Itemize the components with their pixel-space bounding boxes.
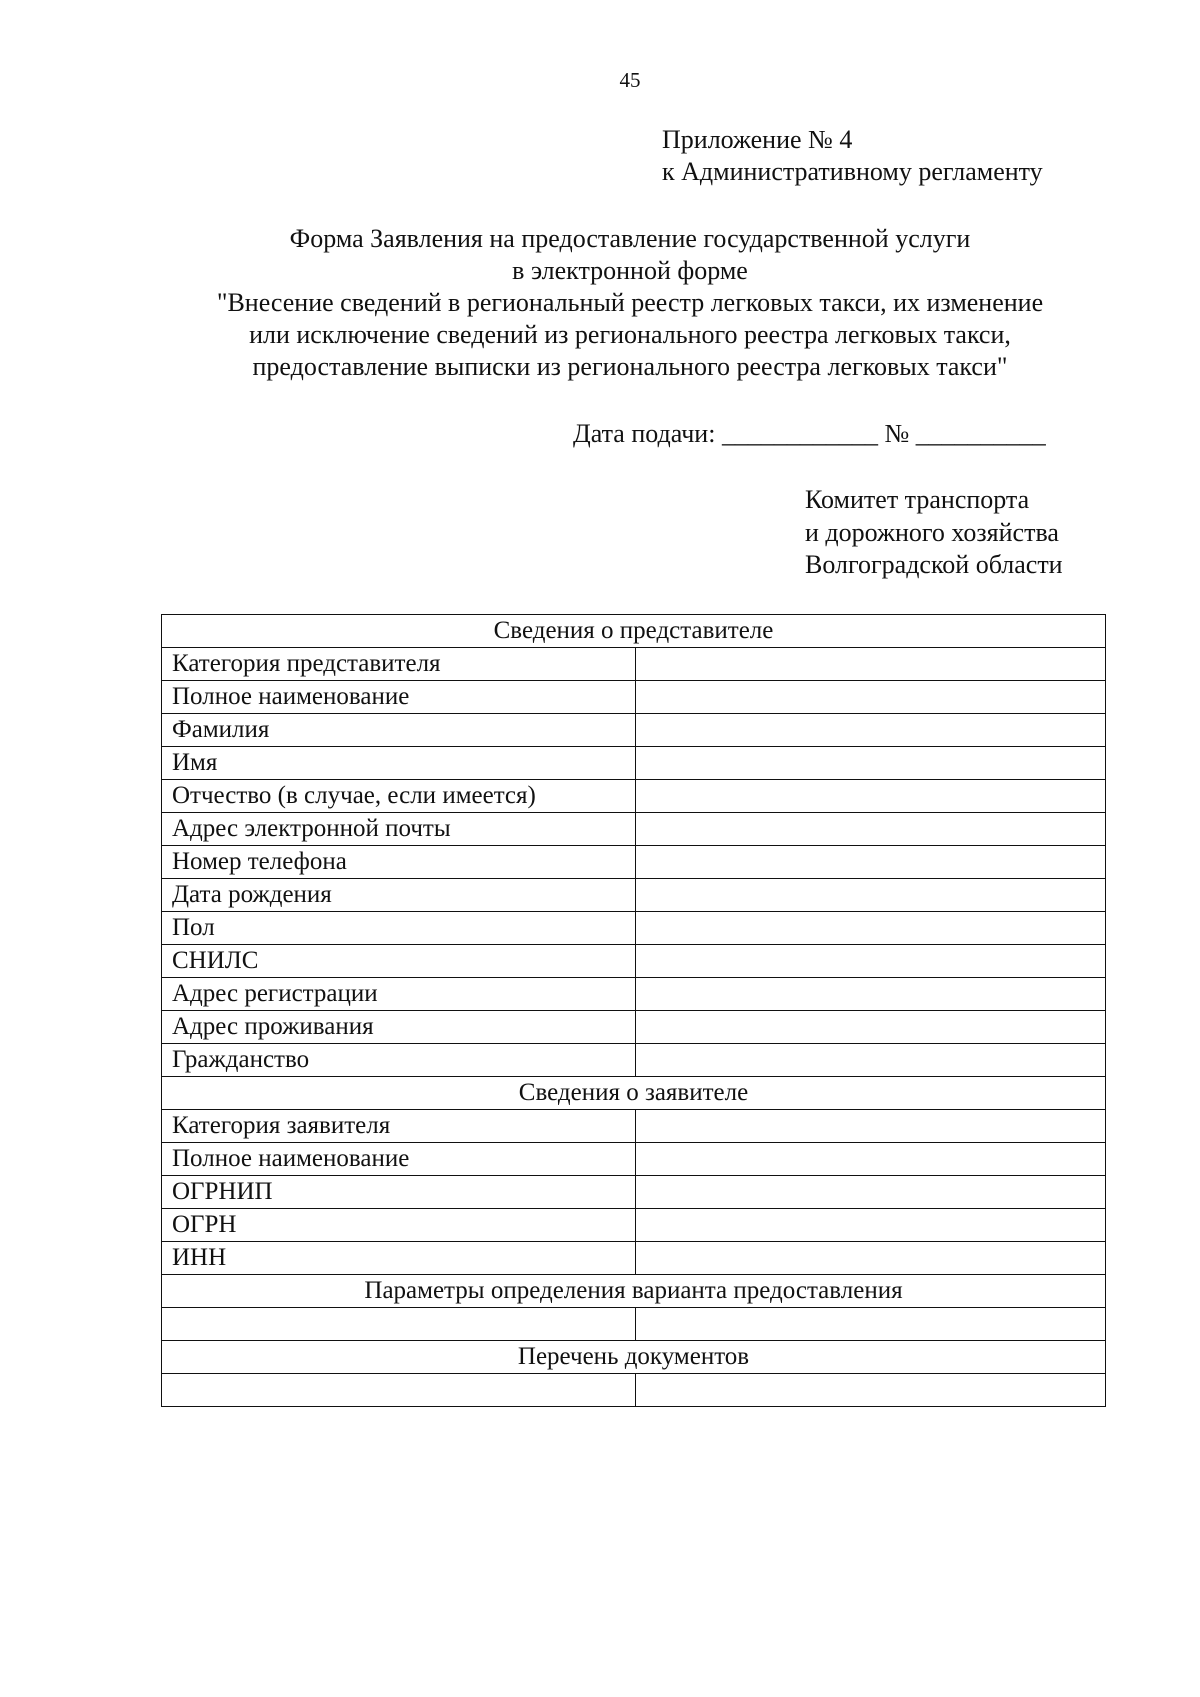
- form-title: [150, 223, 1110, 383]
- representative-field-value[interactable]: [636, 978, 1106, 1011]
- representative-row: [162, 648, 1106, 681]
- applicant-row: [162, 1110, 1106, 1143]
- representative-row: [162, 813, 1106, 846]
- applicant-field-label: ИНН: [162, 1242, 636, 1275]
- section-row-variant-parameters: [162, 1275, 1106, 1308]
- representative-field-label: Имя: [162, 747, 636, 780]
- section-row-representative: [162, 615, 1106, 648]
- form-title-line-4: или исключение сведений из регионального реестра легковых такси,: [249, 320, 1011, 349]
- representative-field-value[interactable]: [636, 648, 1106, 681]
- representative-row: [162, 978, 1106, 1011]
- applicant-row: [162, 1176, 1106, 1209]
- applicant-field-label: ОГРНИП: [162, 1176, 636, 1209]
- representative-field-value[interactable]: [636, 846, 1106, 879]
- representative-row: [162, 945, 1106, 978]
- representative-field-label: Номер телефона: [162, 846, 636, 879]
- application-form-table: [161, 614, 1106, 1407]
- form-title-line-5: предоставление выписки из регионального реестра легковых такси": [252, 352, 1008, 381]
- representative-field-value[interactable]: [636, 945, 1106, 978]
- applicant-row: [162, 1242, 1106, 1275]
- applicant-field-label: Полное наименование: [162, 1143, 636, 1176]
- representative-field-label: Гражданство: [162, 1044, 636, 1077]
- representative-row: [162, 879, 1106, 912]
- representative-field-label: Адрес электронной почты: [162, 813, 636, 846]
- representative-field-value[interactable]: [636, 747, 1106, 780]
- form-title-line-3: "Внесение сведений в региональный реестр легковых такси, их изменение: [216, 288, 1044, 317]
- appendix-reference: [662, 124, 1043, 188]
- variant-parameters-row: [162, 1308, 1106, 1341]
- date-blank: ____________: [721, 419, 878, 448]
- representative-field-label: Отчество (в случае, если имеется): [162, 780, 636, 813]
- representative-field-label: Категория представителя: [162, 648, 636, 681]
- addressee-line-1: Комитет транспорта: [805, 485, 1030, 514]
- documents-row: [162, 1374, 1106, 1407]
- representative-row: [162, 714, 1106, 747]
- applicant-field-value[interactable]: [636, 1176, 1106, 1209]
- representative-field-value[interactable]: [636, 681, 1106, 714]
- representative-field-label: СНИЛС: [162, 945, 636, 978]
- form-title-line-2: в электронной форме: [512, 256, 748, 285]
- addressee-line-2: и дорожного хозяйства: [805, 517, 1059, 547]
- representative-row: [162, 846, 1106, 879]
- representative-row: [162, 912, 1106, 945]
- variant-parameters-cell[interactable]: [162, 1308, 636, 1341]
- applicant-field-value[interactable]: [636, 1110, 1106, 1143]
- appendix-line-1: Приложение № 4: [662, 125, 853, 154]
- appendix-line-2: к Административному регламенту: [662, 157, 1043, 186]
- representative-field-value[interactable]: [636, 1044, 1106, 1077]
- variant-parameters-cell[interactable]: [636, 1308, 1106, 1341]
- applicant-field-value[interactable]: [636, 1143, 1106, 1176]
- representative-row: [162, 1011, 1106, 1044]
- representative-field-value[interactable]: [636, 813, 1106, 846]
- page-number: 45: [619, 68, 641, 92]
- number-blank: __________: [915, 419, 1046, 448]
- addressee-line-3: Волгоградской области: [805, 550, 1063, 579]
- number-label: №: [884, 419, 910, 448]
- representative-field-value[interactable]: [636, 912, 1106, 945]
- applicant-row: [162, 1143, 1106, 1176]
- section-header-applicant: Сведения о заявителе: [162, 1077, 1106, 1110]
- representative-field-label: Адрес регистрации: [162, 978, 636, 1011]
- addressee: [805, 484, 1063, 582]
- applicant-field-value[interactable]: [636, 1209, 1106, 1242]
- form-title-line-1: Форма Заявления на предоставление государственной услуги: [289, 224, 971, 253]
- representative-field-value[interactable]: [636, 879, 1106, 912]
- representative-field-label: Дата рождения: [162, 879, 636, 912]
- date-label: Дата подачи:: [573, 419, 716, 448]
- representative-field-value[interactable]: [636, 714, 1106, 747]
- representative-field-label: Пол: [162, 912, 636, 945]
- section-row-applicant: [162, 1077, 1106, 1110]
- submission-line: [573, 418, 1046, 450]
- section-row-documents: [162, 1341, 1106, 1374]
- section-header-documents: Перечень документов: [162, 1341, 1106, 1374]
- representative-row: [162, 681, 1106, 714]
- documents-cell[interactable]: [162, 1374, 636, 1407]
- applicant-field-value[interactable]: [636, 1242, 1106, 1275]
- representative-field-label: Адрес проживания: [162, 1011, 636, 1044]
- applicant-field-label: ОГРН: [162, 1209, 636, 1242]
- representative-field-label: Фамилия: [162, 714, 636, 747]
- representative-field-value[interactable]: [636, 1011, 1106, 1044]
- applicant-row: [162, 1209, 1106, 1242]
- applicant-field-label: Категория заявителя: [162, 1110, 636, 1143]
- documents-cell[interactable]: [636, 1374, 1106, 1407]
- section-header-representative: Сведения о представителе: [162, 615, 1106, 648]
- representative-row: [162, 780, 1106, 813]
- section-header-variant-parameters: Параметры определения варианта предоставления: [162, 1275, 1106, 1308]
- representative-row: [162, 747, 1106, 780]
- representative-row: [162, 1044, 1106, 1077]
- representative-field-value[interactable]: [636, 780, 1106, 813]
- representative-field-label: Полное наименование: [162, 681, 636, 714]
